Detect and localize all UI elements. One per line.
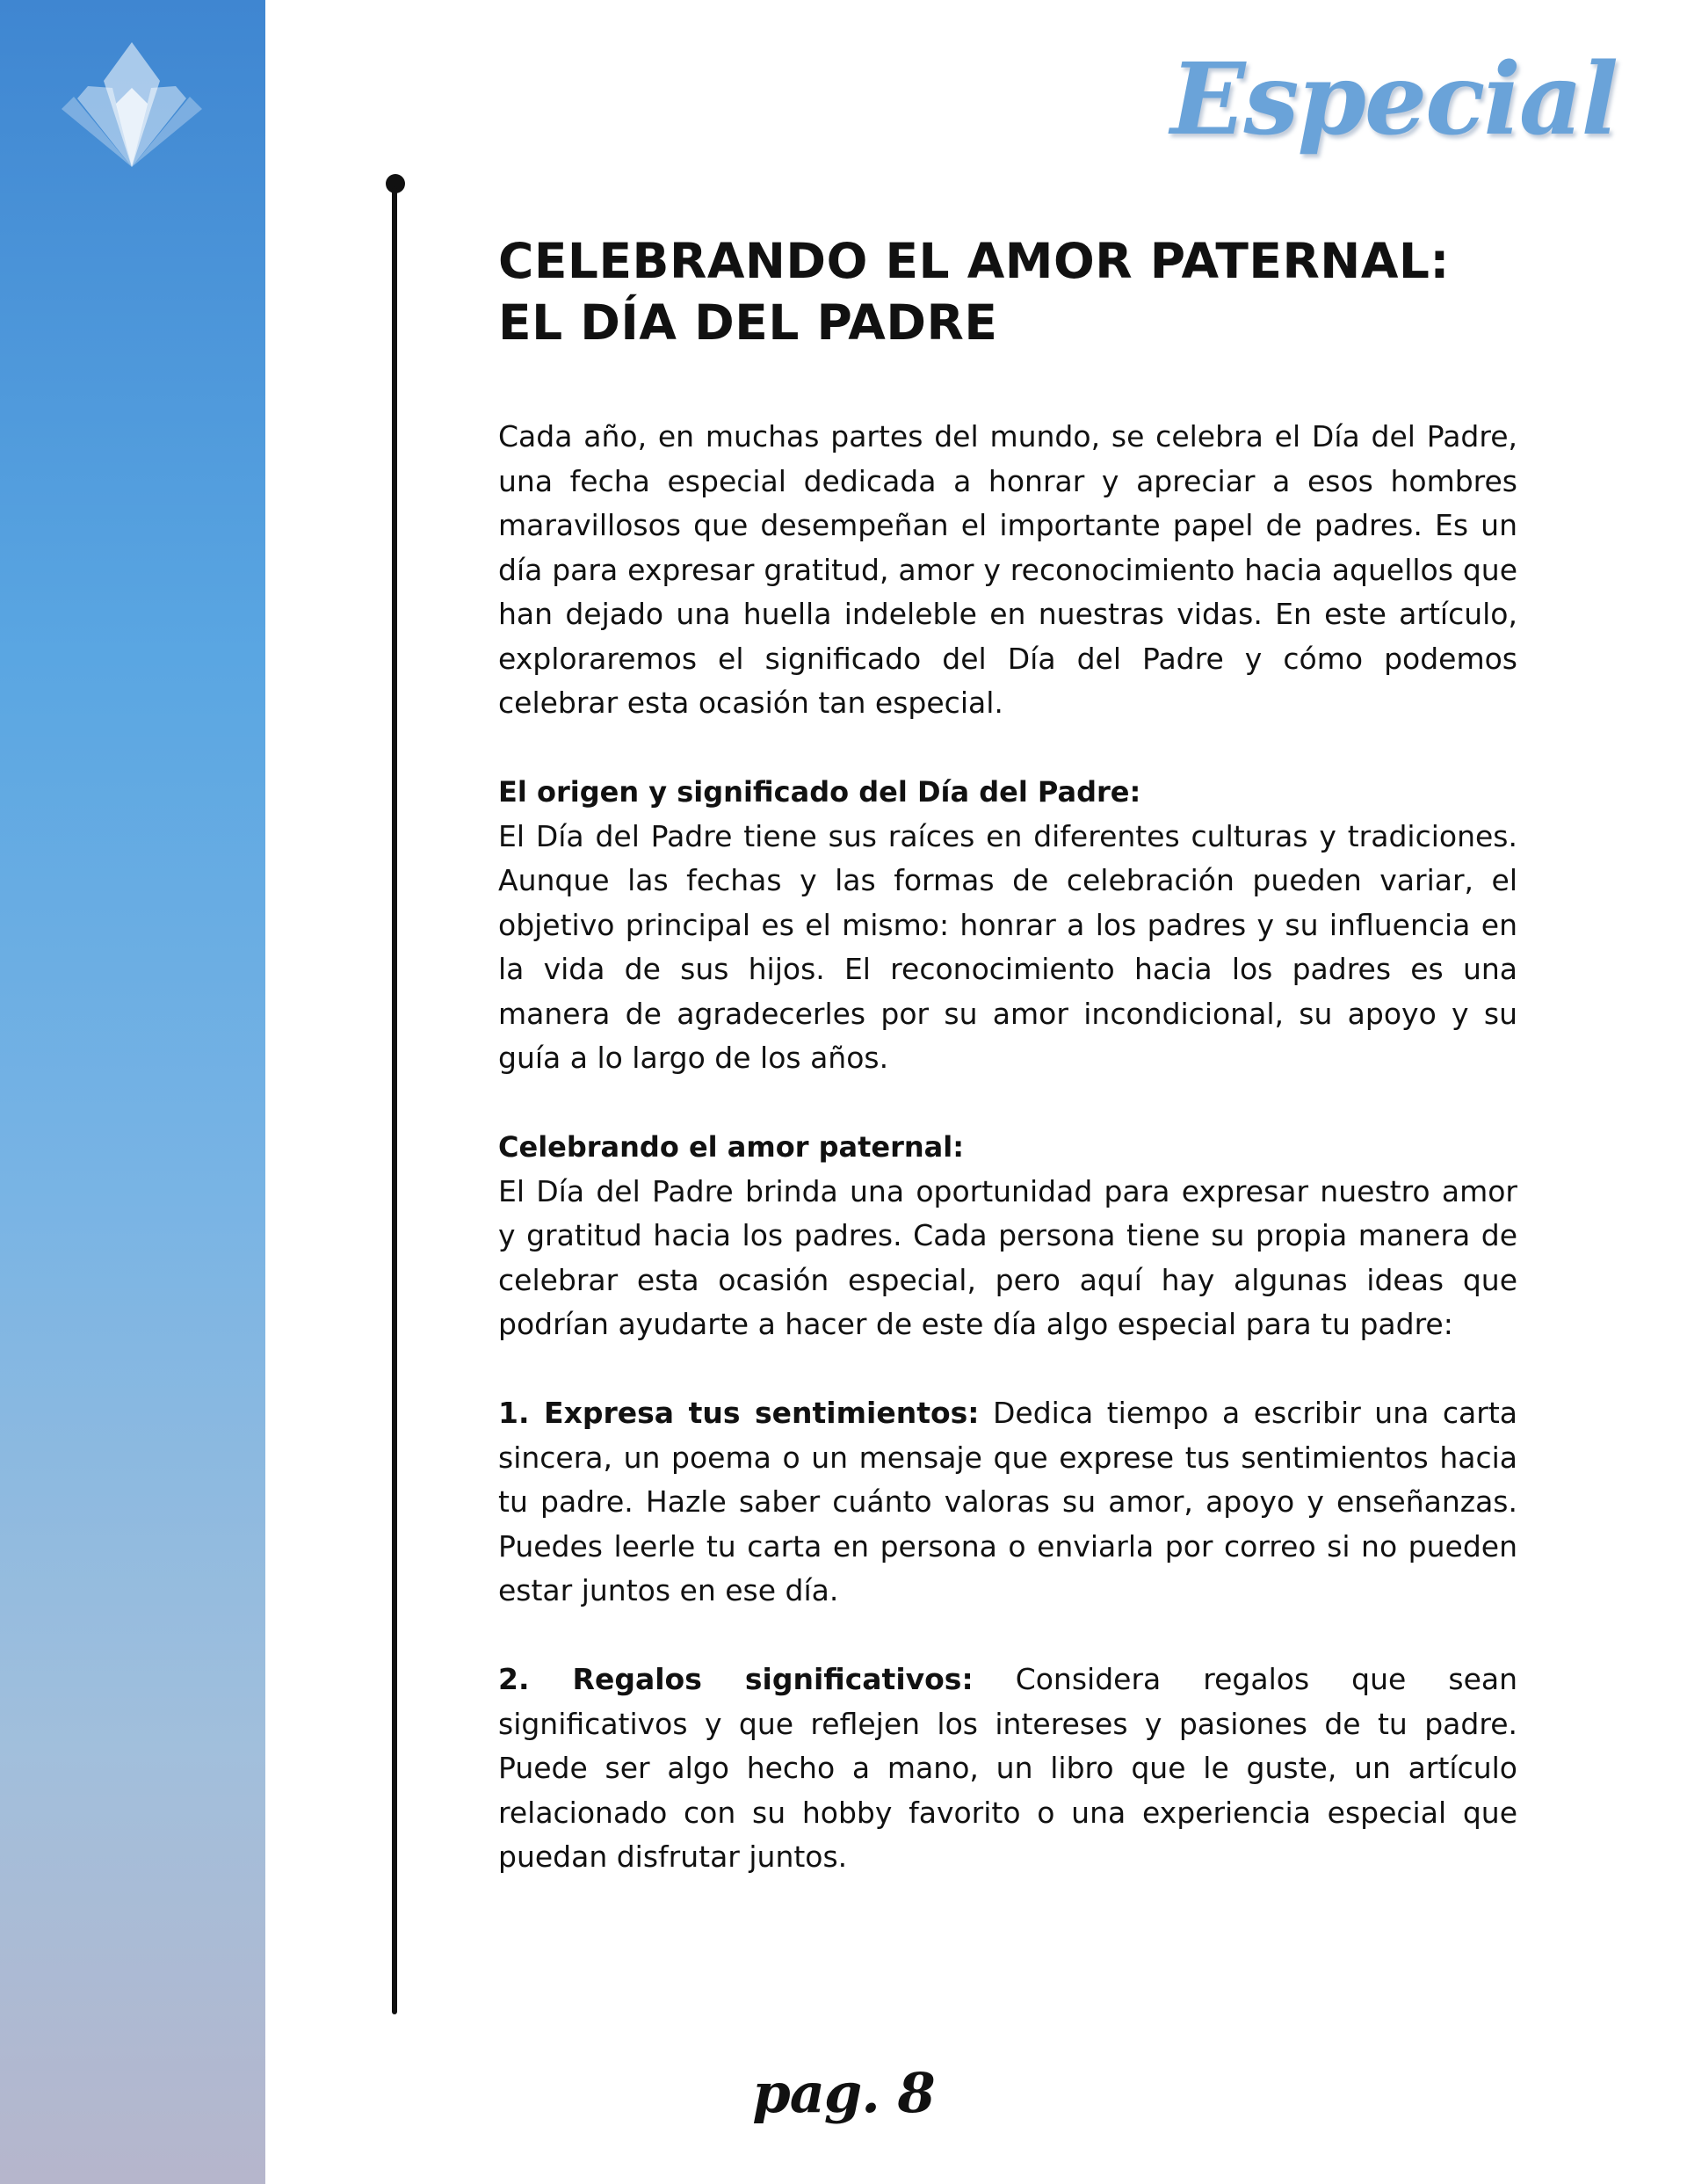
section-origin xyxy=(498,770,1517,1081)
section-heading: El origen y significado del Día del Padre: xyxy=(498,775,1141,809)
side-gradient-band xyxy=(0,0,265,2184)
list-item-text: Dedica tiempo a escribir una carta sincera, un poema o un mensaje que exprese tus sentimientos hacia tu padre. Hazle saber cuánto valoras su amor, apoyo y enseñanzas. Puedes leerle tu carta en persona o enviarla por correo si no pueden estar juntos en ese día. xyxy=(498,1396,1517,1607)
section-paragraph: El Día del Padre brinda una oportunidad para expresar nuestro amor y gratitud hacia los padres. Cada persona tiene su propia manera de celebrar esta ocasión especial, pero aquí hay algunas ideas que podrían ayudarte a hacer de este día algo especial para tu padre: xyxy=(498,1173,1517,1341)
list-item xyxy=(498,1658,1517,1880)
section-heading: Celebrando el amor paternal: xyxy=(498,1130,965,1164)
timeline-rule xyxy=(389,174,402,2020)
list-item-label: 2. Regalos significativos: xyxy=(498,1662,974,1696)
timeline-line xyxy=(392,186,397,2014)
lotus-icon xyxy=(62,35,202,180)
article-title: CELEBRANDO EL AMOR PATERNAL: EL DÍA DEL PADRE xyxy=(498,233,1450,351)
section-paragraph: El Día del Padre tiene sus raíces en diferentes culturas y tradiciones. Aunque las fechas y las formas de celebración pueden variar, el objetivo principal es el mismo: honrar a los padres y su influencia en la vida de sus hijos. El reconocimiento hacia los padres es una manera de agradecerles por su amor incondicional, su apoyo y su guía a lo largo de los años. xyxy=(498,818,1517,1075)
article xyxy=(498,230,1517,1880)
section-label: Especial xyxy=(1170,42,1617,157)
list-item xyxy=(498,1391,1517,1614)
list-item-text: Considera regalos que sean significativos y que reflejen los intereses y pasiones de tu padre. Puede ser algo hecho a mano, un libro que le guste, un artículo relacionado con su hobby favorito o una experiencia especial que puedan disfrutar juntos. xyxy=(498,1662,1518,1874)
list-item-label: 1. Expresa tus sentimientos: xyxy=(498,1396,980,1430)
page-number: pag. 8 xyxy=(752,2061,935,2125)
intro-paragraph: Cada año, en muchas partes del mundo, se celebra el Día del Padre, una fecha especial dedicada a honrar y apreciar a esos hombres maravillosos que desempeñan el importante papel de padres. Es un día para expresar gratitud, amor y reconocimiento hacia aquellos que han dejado una huella indeleble en nuestras vidas. En este artículo, exploraremos el significado del Día del Padre y cómo podemos celebrar esta ocasión tan especial. xyxy=(498,419,1517,720)
section-celebrating xyxy=(498,1125,1517,1347)
